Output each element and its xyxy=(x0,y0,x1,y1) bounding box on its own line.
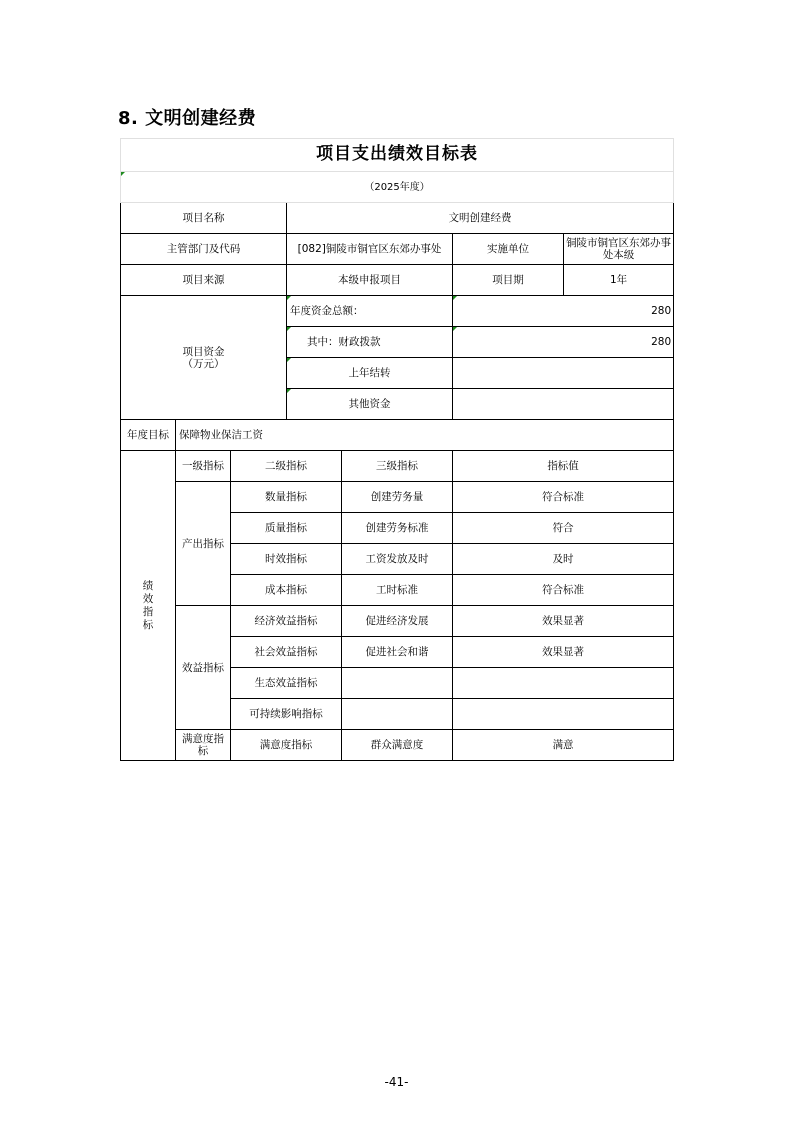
table-row-level3 xyxy=(342,699,453,730)
section-title: 8. 文明创建经费 xyxy=(118,108,257,129)
table-row-value: 符合 xyxy=(453,513,674,544)
table-row-level2: 经济效益指标 xyxy=(231,606,342,637)
project-fund-title: 项目资金 xyxy=(182,345,225,358)
fiscal-allocation-label: 其中：财政拨款 xyxy=(287,327,453,358)
performance-indicators-label xyxy=(121,451,176,761)
implementing-unit-label: 实施单位 xyxy=(453,234,564,265)
annual-goal-value: 保障物业保洁工资 xyxy=(176,420,674,451)
level2-header: 二级指标 xyxy=(231,451,342,482)
table-row-level2: 成本指标 xyxy=(231,575,342,606)
benefit-group-label: 效益指标 xyxy=(176,606,231,730)
table-row-level3 xyxy=(342,668,453,699)
satisfaction-group-label: 满意度指标 xyxy=(176,730,231,761)
table-row-level2: 质量指标 xyxy=(231,513,342,544)
prior-balance-label: 上年结转 xyxy=(287,358,453,389)
table-title: 项目支出绩效目标表 xyxy=(316,144,479,164)
table-row-level3: 促进经济发展 xyxy=(342,606,453,637)
fiscal-allocation-value: 280 xyxy=(453,327,674,358)
other-funds-value xyxy=(453,389,674,420)
table-row-level3: 群众满意度 xyxy=(342,730,453,761)
table-row-value: 符合标准 xyxy=(453,482,674,513)
table-row-value: 符合标准 xyxy=(453,575,674,606)
prior-balance-value xyxy=(453,358,674,389)
table-row-level3: 创建劳务量 xyxy=(342,482,453,513)
project-period-label: 项目期 xyxy=(453,265,564,296)
table-row-level2: 生态效益指标 xyxy=(231,668,342,699)
table-row-level3: 工资发放及时 xyxy=(342,544,453,575)
table-row-level2: 可持续影响指标 xyxy=(231,699,342,730)
table-row-level3: 创建劳务标准 xyxy=(342,513,453,544)
table-row-value: 及时 xyxy=(453,544,674,575)
performance-indicators-text: 绩效指标 xyxy=(142,579,154,631)
table-row-level2: 数量指标 xyxy=(231,482,342,513)
project-name-value: 文明创建经费 xyxy=(287,203,674,234)
level1-header: 一级指标 xyxy=(176,451,231,482)
table-row-value: 满意 xyxy=(453,730,674,761)
year-label: （2025年度） xyxy=(364,181,430,193)
table-title-cell xyxy=(121,139,674,172)
table-row-level2: 时效指标 xyxy=(231,544,342,575)
department-label: 主管部门及代码 xyxy=(121,234,287,265)
page-number: -41- xyxy=(384,1075,409,1089)
other-funds-label: 其他资金 xyxy=(287,389,453,420)
project-period-value: 1年 xyxy=(564,265,674,296)
table-row-value xyxy=(453,668,674,699)
table-row-value: 效果显著 xyxy=(453,606,674,637)
department-value: [082]铜陵市铜官区东郊办事处 xyxy=(287,234,453,265)
annual-goal-label: 年度目标 xyxy=(121,420,176,451)
project-source-value: 本级申报项目 xyxy=(287,265,453,296)
year-cell xyxy=(121,172,674,203)
table-row-value xyxy=(453,699,674,730)
annual-total-label: 年度资金总额： xyxy=(287,296,453,327)
table-row-level3: 工时标准 xyxy=(342,575,453,606)
project-fund-label xyxy=(121,296,287,420)
fund-unit: （万元） xyxy=(182,357,225,370)
table-row-value: 效果显著 xyxy=(453,637,674,668)
level3-header: 三级指标 xyxy=(342,451,453,482)
table-row-level2: 社会效益指标 xyxy=(231,637,342,668)
performance-target-table xyxy=(120,138,674,761)
table-row-level3: 促进社会和谐 xyxy=(342,637,453,668)
table-row-level2: 满意度指标 xyxy=(231,730,342,761)
implementing-unit-value: 铜陵市铜官区东郊办事处本级 xyxy=(564,234,674,265)
project-source-label: 项目来源 xyxy=(121,265,287,296)
annual-total-value: 280 xyxy=(453,296,674,327)
project-name-label: 项目名称 xyxy=(121,203,287,234)
indicator-value-header: 指标值 xyxy=(453,451,674,482)
output-group-label: 产出指标 xyxy=(176,482,231,606)
